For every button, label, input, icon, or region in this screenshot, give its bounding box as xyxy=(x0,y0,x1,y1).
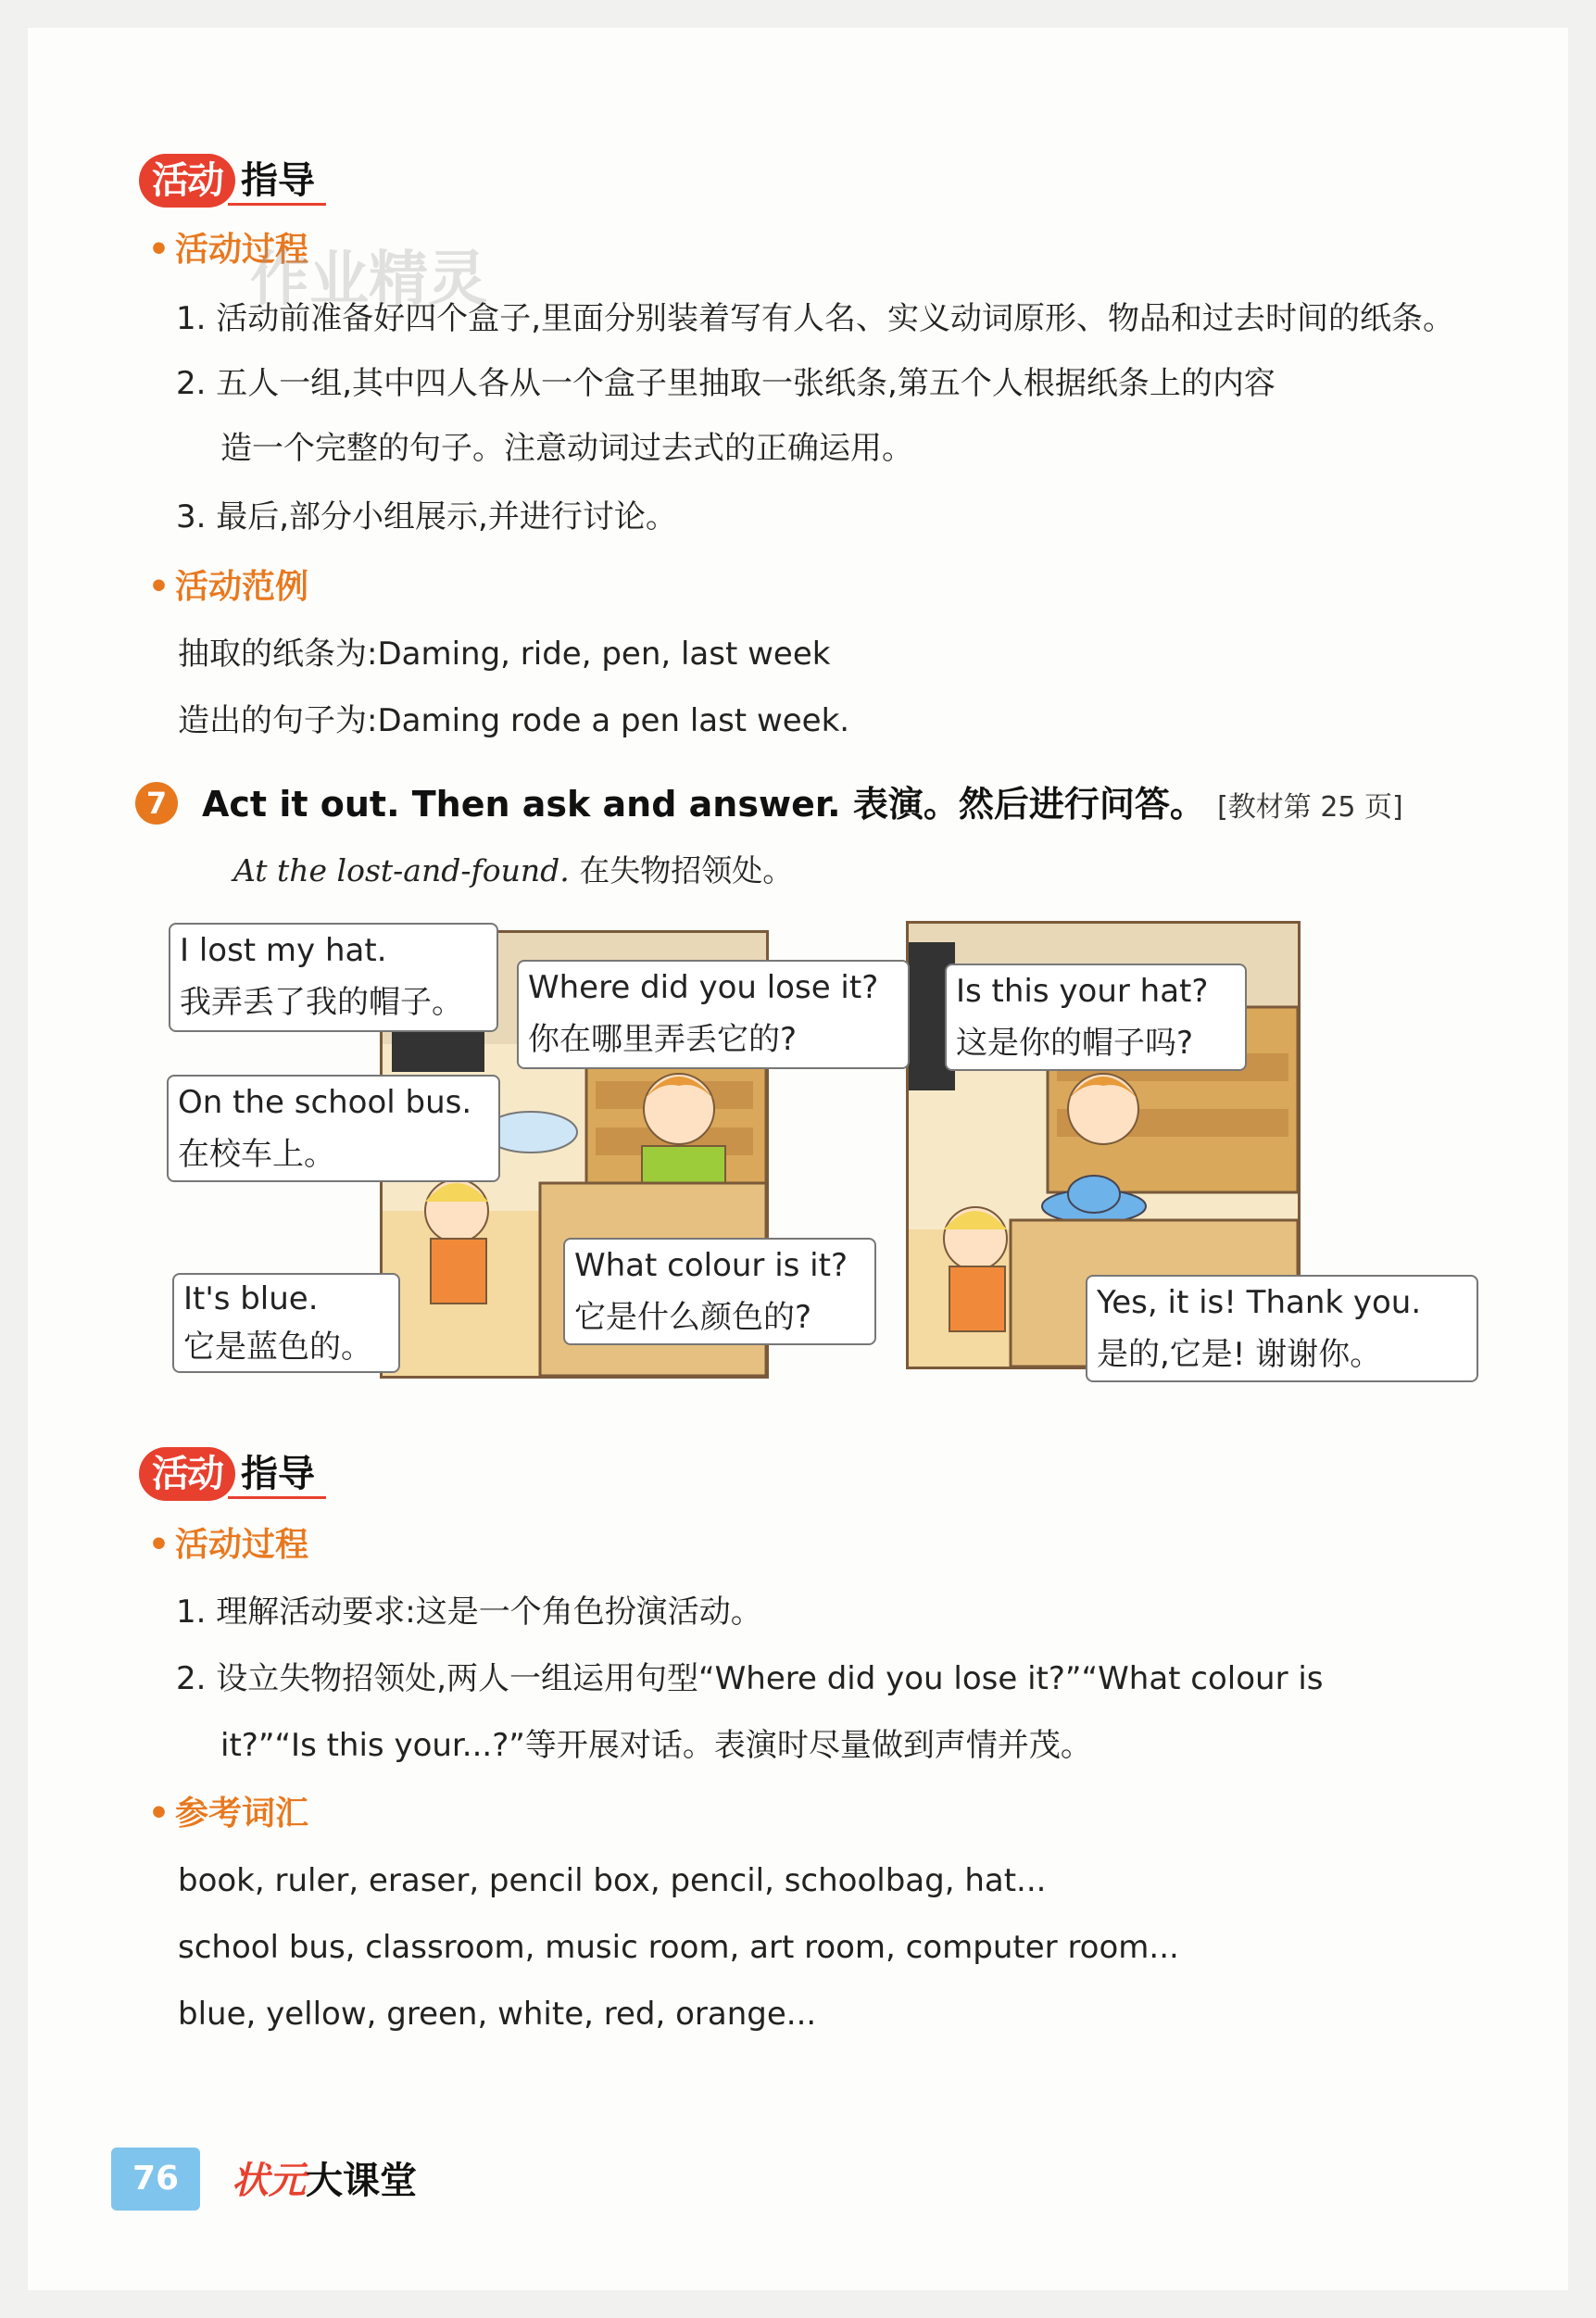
process-heading: • 活动过程 xyxy=(148,231,309,269)
example-heading: • 活动范例 xyxy=(148,568,309,606)
speech-bubble: Yes, it is! Thank you. 是的,它是! 谢谢你。 xyxy=(1086,1275,1478,1382)
process-heading: • 活动过程 xyxy=(148,1526,309,1564)
girl-body xyxy=(949,1266,1005,1331)
task-title: Act it out. Then ask and answer. 表演。然后进行问答。 [教材第 25 页] xyxy=(202,784,1403,825)
speech-bubble: I lost my hat. 我弄丢了我的帽子。 xyxy=(169,923,498,1032)
vocab-line: blue, yellow, green, white, red, orange... xyxy=(178,1996,817,2033)
speech-bubble: What colour is it? 它是什么颜色的? xyxy=(563,1238,876,1345)
badge-right: 指导 xyxy=(228,1449,326,1499)
page-number: 76 xyxy=(111,2148,200,2211)
process-step: 3. 最后,部分小组展示,并进行讨论。 xyxy=(176,498,677,535)
vocab-line: school bus, classroom, music room, art room, computer room... xyxy=(178,1929,1179,1966)
vocab-heading: • 参考词汇 xyxy=(148,1795,309,1833)
speech-bubble: On the school bus. 在校车上。 xyxy=(167,1075,500,1182)
vocab-line: book, ruler, eraser, pencil box, pencil, schoolbag, hat... xyxy=(178,1862,1047,1899)
speech-bubble: Where did you lose it? 你在哪里弄丢它的? xyxy=(517,960,910,1069)
badge-left: 活动 xyxy=(139,154,235,208)
badge-right: 指导 xyxy=(228,156,326,206)
scene-caption: At the lost-and-found. 在失物招领处。 xyxy=(233,852,794,888)
speech-bubble: Is this your hat? 这是你的帽子吗? xyxy=(945,964,1247,1071)
process-step: it?”“Is this your...?”等开展对话。表演时尽量做到声情并茂。 xyxy=(220,1727,1092,1764)
process-step: 1. 活动前准备好四个盒子,里面分别装着写有人名、实义动词原形、物品和过去时间的纸条。 xyxy=(176,300,1455,337)
process-step: 2. 五人一组,其中四人各从一个盒子里抽取一张纸条,第五个人根据纸条上的内容 xyxy=(176,365,1276,402)
watermark: 作业精灵 xyxy=(250,246,487,314)
badge-left: 活动 xyxy=(139,1447,235,1501)
process-step: 2. 设立失物招领处,两人一组运用句型“Where did you lose it?”“What colour is xyxy=(176,1660,1324,1697)
process-step: 1. 理解活动要求:这是一个角色扮演活动。 xyxy=(176,1594,762,1631)
process-step: 造一个完整的句子。注意动词过去式的正确运用。 xyxy=(220,430,913,467)
girl-body xyxy=(431,1239,486,1304)
task-number: 7 xyxy=(135,782,178,825)
speech-bubble: It's blue. 它是蓝色的。 xyxy=(172,1273,400,1373)
example-line: 抽取的纸条为:Daming, ride, pen, last week xyxy=(178,636,831,673)
task7-header xyxy=(135,778,1451,830)
brand-logo: 状元大课堂 xyxy=(232,2160,417,2202)
example-line: 造出的句子为:Daming rode a pen last week. xyxy=(178,702,850,739)
textbook-ref: [教材第 25 页] xyxy=(1217,791,1403,824)
